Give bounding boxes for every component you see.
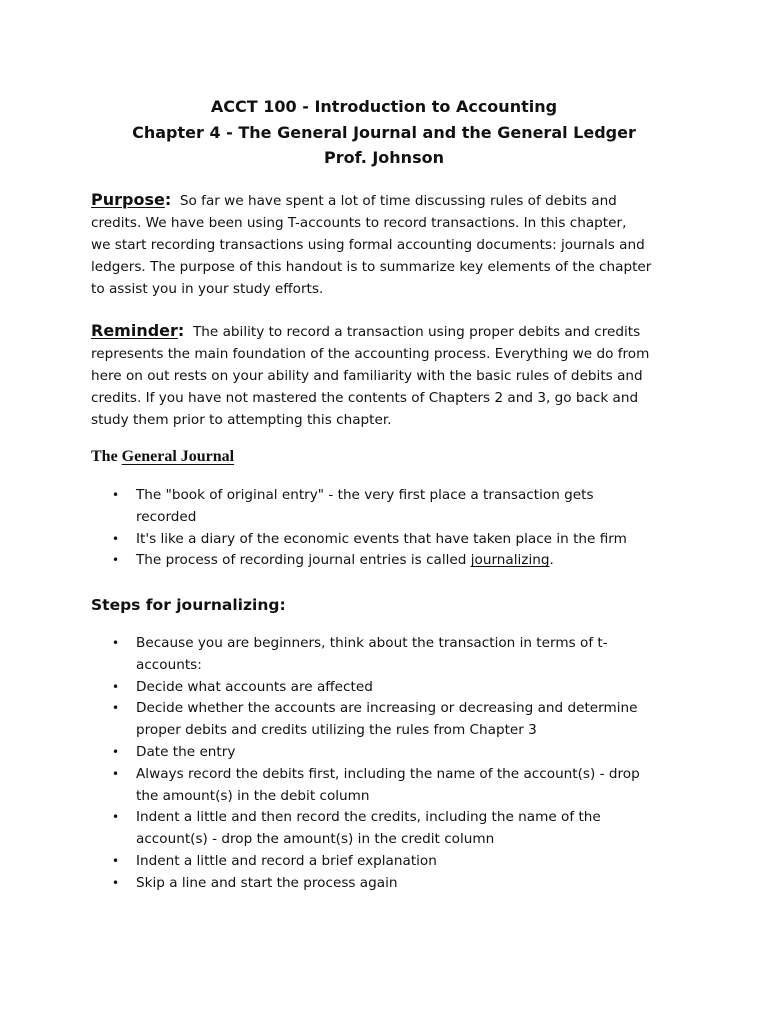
reminder-line <box>91 320 681 343</box>
bullet-icon: • <box>112 853 120 868</box>
bullet-icon: • <box>112 679 120 694</box>
bullet-icon: • <box>112 531 120 546</box>
steps-heading: Steps for journalizing: <box>91 596 286 614</box>
journalizing-term: journalizing <box>470 552 550 569</box>
reminder-label: Reminder <box>91 321 178 340</box>
bullet-icon: • <box>112 553 120 568</box>
bullet-icon: • <box>112 701 120 716</box>
purpose-line: we start recording transactions using formal accounting documents: journals and <box>91 237 645 253</box>
reminder-line: represents the main foundation of the accounting process. Everything we do from <box>91 346 650 362</box>
bullet-icon: • <box>112 766 120 781</box>
list-item: • Always record the debits first, including the name of the account(s) - drop the amount(s) in the debit column <box>112 765 640 804</box>
list-item: • Indent a little and record a brief explanation <box>112 851 682 873</box>
professor-name: Prof. Johnson <box>324 148 444 167</box>
bullet-icon: • <box>112 636 120 650</box>
steps-list <box>112 633 682 895</box>
purpose-colon: : <box>164 190 172 209</box>
bullet-icon: • <box>112 875 120 890</box>
list-item: • Decide whether the accounts are increasing or decreasing and determine proper debits and credits utilizing the rules from Chapter 3 <box>112 700 638 739</box>
list-item: • The process of recording journal entries is called journalizing. <box>112 550 682 572</box>
bullet-icon: • <box>112 810 120 825</box>
list-item: • Skip a line and start the process again <box>112 873 682 895</box>
general-journal-heading: The General Journal <box>91 448 235 465</box>
chapter-title: Chapter 4 - The General Journal and the General Ledger <box>132 122 636 142</box>
purpose-paragraph <box>91 189 681 300</box>
purpose-line <box>91 189 681 212</box>
purpose-line: credits. We have been using T-accounts to record transactions. In this chapter, <box>91 215 627 231</box>
reminder-colon: : <box>177 321 185 340</box>
list-item: • Because you are beginners, think about the transaction in terms of t- accounts: <box>112 635 608 673</box>
reminder-line: credits. If you have not mastered the contents of Chapters 2 and 3, go back and <box>91 390 639 406</box>
purpose-label: Purpose <box>91 190 165 209</box>
list-item: • Decide what accounts are affected <box>112 677 682 699</box>
bullet-icon: • <box>112 488 120 502</box>
list-item: • The "book of original entry" - the very first place a transaction gets recorded <box>112 487 594 525</box>
reminder-paragraph <box>91 320 681 431</box>
general-journal-list <box>112 485 682 572</box>
purpose-line: to assist you in your study efforts. <box>91 281 324 297</box>
general-journal-title: General Journal <box>121 448 235 465</box>
purpose-text: So far we have spent a lot of time discussing rules of debits and <box>179 193 617 209</box>
reminder-text: The ability to record a transaction using proper debits and credits <box>192 324 641 340</box>
list-item: • Date the entry <box>112 742 682 764</box>
course-title: ACCT 100 - Introduction to Accounting <box>210 97 558 116</box>
reminder-line: study them prior to attempting this chapter. <box>91 412 392 428</box>
list-item: • Indent a little and then record the credits, including the name of the account(s) - drop the amount(s) in the credit column <box>112 809 601 848</box>
purpose-line: ledgers. The purpose of this handout is to summarize key elements of the chapter <box>91 259 652 275</box>
bullet-icon: • <box>112 744 120 759</box>
document-header <box>0 94 768 171</box>
reminder-line: here on out rests on your ability and familiarity with the basic rules of debits and <box>91 368 643 384</box>
list-item: • It's like a diary of the economic events that have taken place in the firm <box>112 529 682 551</box>
